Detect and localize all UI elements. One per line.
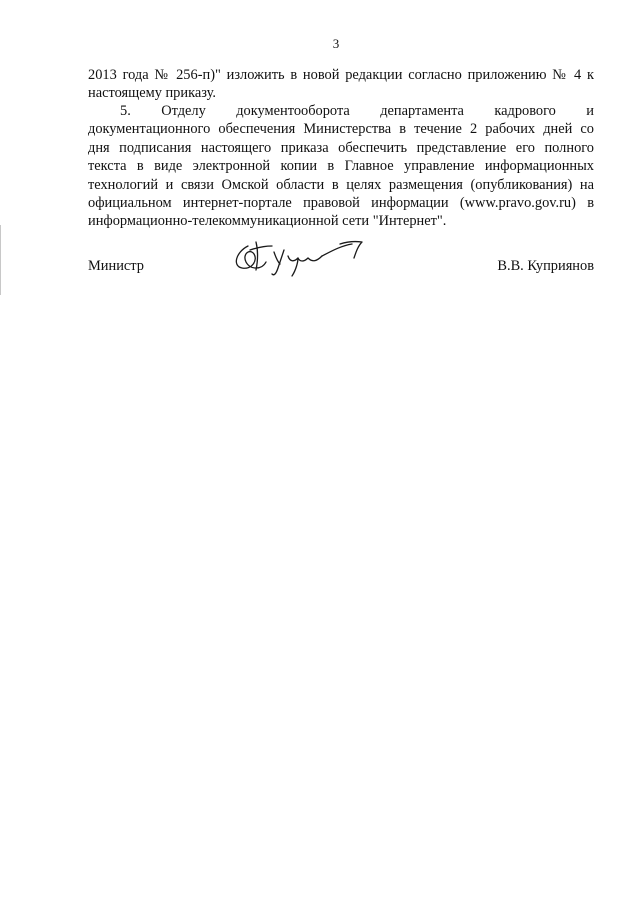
signatory-title: Министр bbox=[88, 258, 144, 274]
text-line: официальном интернет-портале правовой информации (www.pravo.gov.ru) в bbox=[88, 195, 594, 212]
text-line: дня подписания настоящего приказа обеспечить представление его полного bbox=[88, 139, 594, 156]
text-line: 5. Отделу документооборота департамента кадрового и bbox=[120, 103, 594, 119]
text-line: информационно-телекоммуникационной сети "Интернет". bbox=[88, 213, 447, 230]
text-line: текста в виде электронной копии в Главное управление информационных bbox=[88, 158, 594, 175]
text-line: технологий и связи Омской области в целях размещения (опубликования) на bbox=[88, 176, 594, 193]
text-line: документационного обеспечения Министерства в течение 2 рабочих дней со bbox=[88, 121, 594, 138]
signature-block bbox=[88, 258, 594, 282]
text-line: 2013 года № 256-п)" изложить в новой редакции согласно приложению № 4 к bbox=[88, 67, 594, 83]
paragraph-item-5 bbox=[88, 102, 594, 231]
page-number: 3 bbox=[332, 36, 340, 51]
scan-edge-mark bbox=[0, 225, 1, 295]
paragraph-continuation bbox=[88, 66, 594, 103]
text-line: настоящему приказу. bbox=[88, 85, 216, 102]
signatory-name: В.В. Куприянов bbox=[497, 258, 594, 274]
